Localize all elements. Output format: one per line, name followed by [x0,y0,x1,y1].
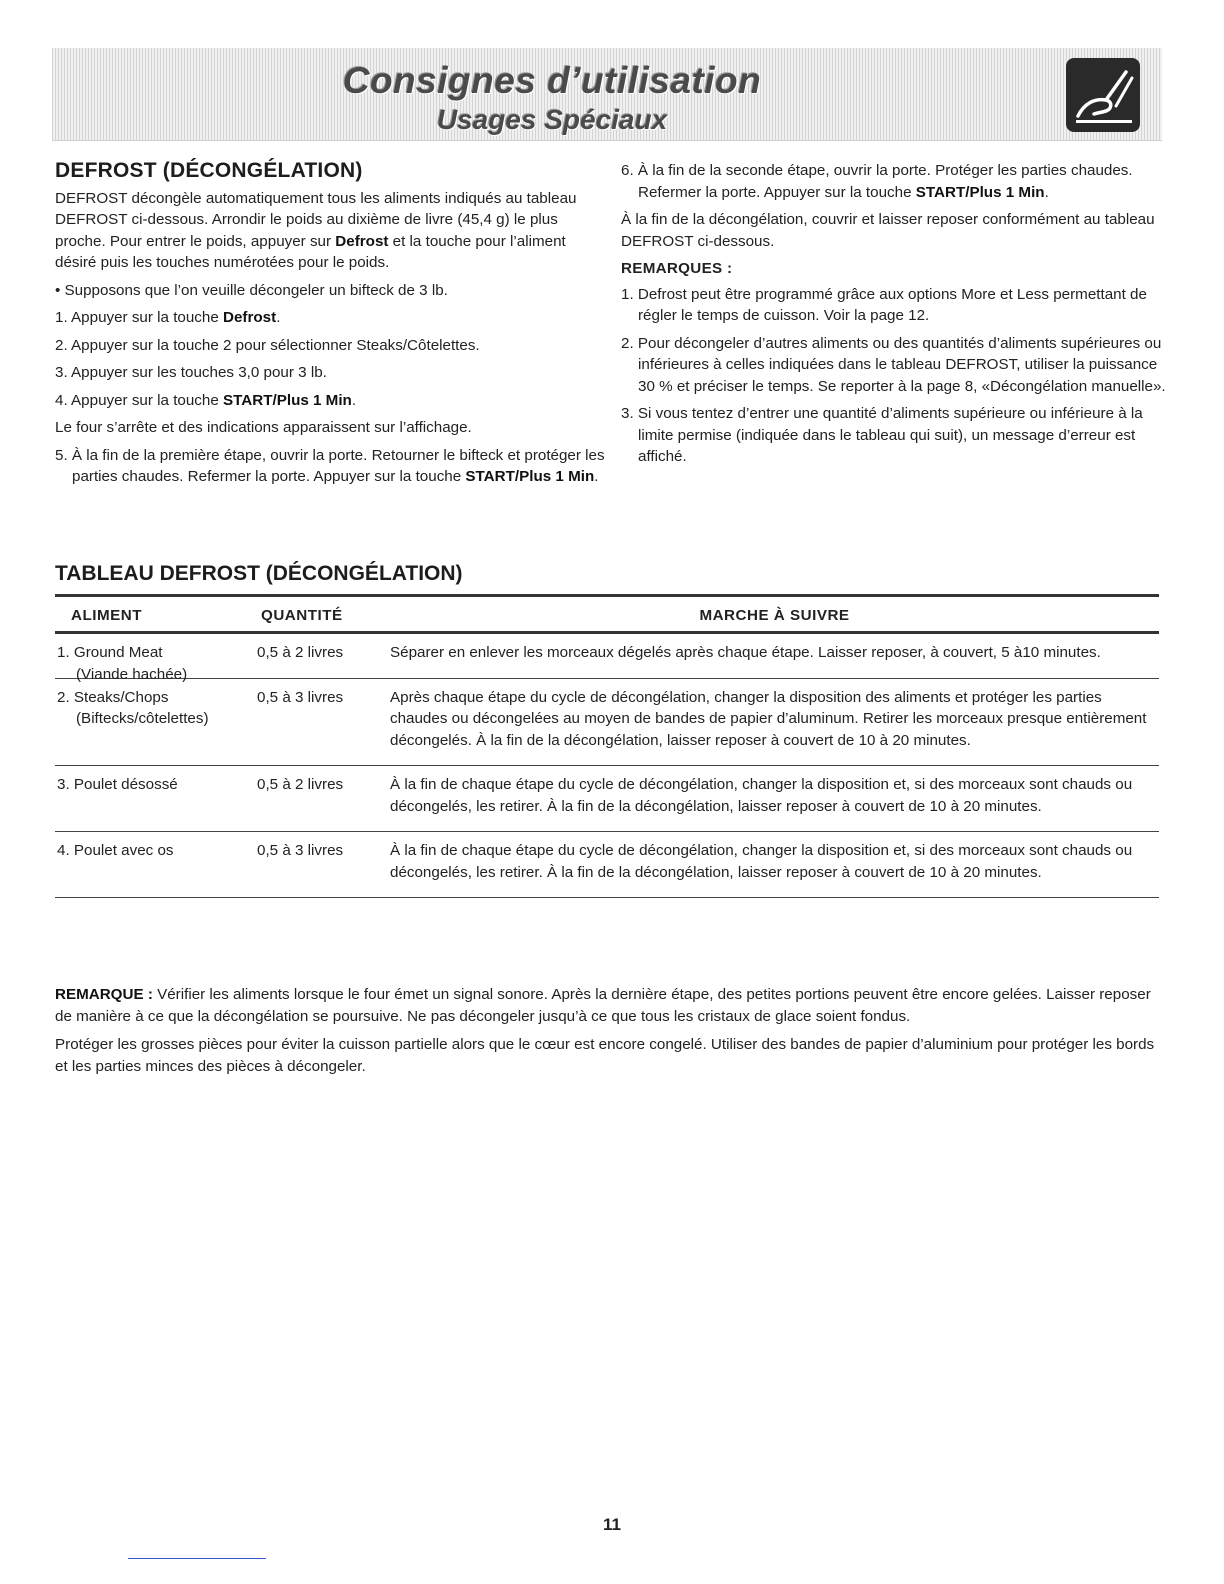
cell-aliment: 3. Poulet désossé [57,776,178,793]
cell-marche: Après chaque étape du cycle de décongélation, changer la disposition des aliments et protéger les parties chaudes ou décongelées au moyen de bandes de papier d’aluminum. Retirer les morceaux presque entièrement décongelés. À la fin de la décongélation, laisser reposer à couvert de 10 à 20 minutes. [390,688,1147,749]
defrost-section-left [55,160,605,494]
step-1: 1. Appuyer sur la touche Defrost. [55,309,281,326]
remarks-heading: REMARQUES : [621,260,733,277]
protect-note: Protéger les grosses pièces pour éviter la cuisson partielle alors que le cœur est encore congelé. Utiliser des bandes de papier d’aluminium pour protéger les bords et les parties minces des pièces à décongeler. [55,1036,1155,1075]
page-subtitle: Usages Spéciaux [436,104,668,135]
table-header-row [55,594,1159,634]
example-bullet: • Supposons que l’on veuille décongeler un bifteck de 3 lb. [55,281,448,299]
cell-marche: Séparer en enlever les morceaux dégelés après chaque étape. Laisser reposer, à couvert, 5 à10 minutes. [390,644,1101,661]
cell-aliment: 1. Ground Meat (Viande hachée) [57,644,188,683]
notes-section [55,984,1161,1084]
defrost-end-text: À la fin de la décongélation, couvrir et laisser reposer conformément au tableau DEFROST ci-dessous. [621,211,1155,250]
cell-quantite: 0,5 à 2 livres [257,644,344,661]
cell-quantite: 0,5 à 3 livres [257,688,344,706]
cell-aliment: 2. Steaks/Chops (Biftecks/côtelettes) [57,688,209,727]
cell-quantite: 0,5 à 2 livres [257,776,344,793]
cell-marche: À la fin de chaque étape du cycle de décongélation, changer la disposition et, si des morceaux sont chauds ou décongelés, les retirer. À la fin de la décongélation, laisser reposer à couvert de 10 à 20 minutes. [390,776,1133,815]
cell-quantite: 0,5 à 3 livres [257,842,344,859]
column-header-marche: MARCHE À SUIVRE [699,607,850,624]
step-2: 2. Appuyer sur la touche 2 pour sélectionner Steaks/Côtelettes. [55,336,480,354]
cooking-hand-icon [1066,58,1140,132]
oven-stop-text: Le four s’arrête et des indications apparaissent sur l’affichage. [55,419,472,436]
cell-aliment: 4. Poulet avec os [57,842,174,859]
remark-2: 2. Pour décongeler d’autres aliments ou des quantités d’aliments supérieures ou inférieures à celles indiquées dans le tableau DEFROST, utiliser la puissance 30 % et préciser le temps. Se reporter à la page 8, «Décongélation manuelle». [621,334,1166,395]
defrost-section-right [621,160,1166,474]
table-row [55,634,1159,683]
defrost-table [55,594,1159,898]
table-row [55,679,1159,767]
step-5: 5. À la fin de la première étape, ouvrir la porte. Retourner le bifteck et protéger les parties chaudes. Refermer la porte. Appuyer sur la touche START/Plus 1 Min. [55,446,605,485]
column-header-aliment: ALIMENT [71,607,142,624]
remark-1: 1. Defrost peut être programmé grâce aux options More et Less permettant de régler le temps de cuisson. Voir la page 12. [621,285,1147,324]
column-header-quantite: QUANTITÉ [261,607,343,624]
defrost-heading: DEFROST (DÉCONGÉLATION) [55,159,363,182]
footer-divider [128,1558,266,1559]
cell-marche: À la fin de chaque étape du cycle de décongélation, changer la disposition et, si des morceaux sont chauds ou décongelés, les retirer. À la fin de la décongélation, laisser reposer à couvert de 10 à 20 minutes. [390,842,1133,881]
page-title: Consignes d’utilisation [342,60,762,101]
page-number: 11 [603,1515,621,1534]
table-row [55,832,1159,898]
table-heading: TABLEAU DEFROST (DÉCONGÉLATION) [55,562,463,585]
step-6: 6. À la fin de la seconde étape, ouvrir la porte. Protéger les parties chaudes. Refermer la porte. Appuyer sur la touche START/Plus 1 Min. [621,162,1133,201]
remark-note: REMARQUE : Vérifier les aliments lorsque le four émet un signal sonore. Après la dernière étape, des petites portions peuvent être encore gelées. Laisser reposer de manière à ce que la décongélation se poursuive. Ne pas décongeler jusqu’à ce que tous les cristaux de glace soient fondus. [55,986,1151,1025]
step-3: 3. Appuyer sur les touches 3,0 pour 3 lb. [55,364,327,381]
header-banner [52,48,1162,141]
table-row [55,766,1159,832]
defrost-intro: DEFROST décongèle automatiquement tous les aliments indiqués au tableau DEFROST ci-dessous. Arrondir le poids au dixième de livre (45,4 g) le plus proche. Pour entrer le poids, appuyer sur Defrost et la touche pour l’aliment désiré puis les touches numérotées pour le poids. [55,189,577,271]
step-4: 4. Appuyer sur la touche START/Plus 1 Min. [55,391,357,409]
remark-3: 3. Si vous tentez d’entrer une quantité d’aliments supérieure ou inférieure à la limite permise (indiquée dans le tableau qui suit), un message d’erreur est affiché. [621,405,1143,465]
